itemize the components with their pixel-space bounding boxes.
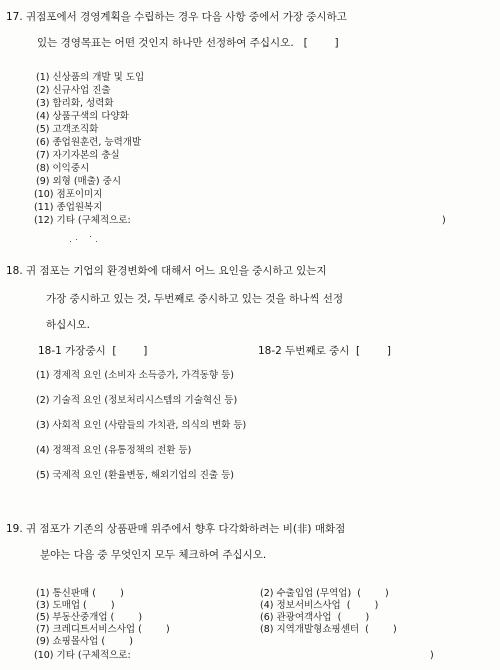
q19-title: 19. 귀 점포가 기존의 상품판매 위주에서 향후 다각화하려는 비(非) 매화점	[6, 523, 346, 535]
q19-option-8: (8) 지역개발형쇼핑센터 ( )	[260, 624, 397, 635]
q18-option-5: (5) 국제적 요인 (환율변동, 해외기업의 진출 등)	[36, 470, 235, 481]
q17-option-3: (3) 합리화, 성력화	[36, 98, 114, 109]
scan-speck	[96, 241, 97, 242]
q18-2-second-important: 18-2 두번째로 중시 [ ]	[258, 345, 391, 357]
q17-option-11: (11) 종업원복지	[34, 202, 103, 213]
q18-title: 18. 귀 점포는 기업의 환경변화에 대해서 어느 요인을 중시하고 있는지	[6, 265, 327, 277]
scan-speck	[70, 241, 71, 242]
q19-option-2: (2) 수출입업 (무역업) ( )	[260, 588, 389, 599]
q18-instruction-line2: 가장 중시하고 있는 것, 두번째로 중시하고 있는 것을 하나씩 선정	[46, 293, 344, 305]
q17-instruction: 있는 경영목표는 어떤 것인지 하나만 선정하여 주십시오. [ ]	[37, 37, 339, 49]
q17-option-2: (2) 신규사업 진출	[36, 85, 111, 96]
q18-1-most-important: 18-1 가장중시 [ ]	[38, 345, 148, 357]
q19-instruction: 분야는 다음 중 무엇인지 모두 체크하여 주십시오.	[40, 549, 267, 561]
q19-option-10: (10) 기타 (구체적으로:	[34, 650, 131, 661]
q19-option-9: (9) 쇼핑몰사업 ( )	[36, 636, 133, 647]
q17-option-7: (7) 자기자본의 충실	[36, 150, 120, 161]
q17-option-12-close: )	[442, 215, 446, 226]
q19-option-1: (1) 통신판매 ( )	[36, 588, 124, 599]
q17-title: 17. 귀점포에서 경영계획을 수립하는 경우 다음 사항 중에서 가장 중시하고	[6, 11, 347, 23]
scan-speck	[76, 239, 77, 240]
q17-option-12: (12) 기타 (구체적으로:	[34, 215, 131, 226]
q19-option-7: (7) 크레디트서비스사업 ( )	[36, 624, 170, 635]
q19-option-3: (3) 도매업 ( )	[36, 600, 115, 611]
q18-option-2: (2) 기술적 요인 (정보처리시스템의 기술혁신 등)	[36, 395, 238, 406]
q19-option-10-close: )	[430, 650, 434, 661]
q17-option-9: (9) 외형 (매출) 중시	[36, 176, 121, 187]
q19-option-6: (6) 관광여객사업 ( )	[260, 612, 370, 623]
scan-speck	[90, 236, 91, 237]
q17-option-10: (10) 점포이미지	[34, 189, 103, 200]
q19-option-5: (5) 부동산중개업 ( )	[36, 612, 143, 623]
q17-option-6: (6) 종업원훈련, 능력개발	[36, 137, 142, 148]
q18-instruction-line3: 하십시오.	[46, 319, 90, 331]
q18-option-3: (3) 사회적 요인 (사람들의 가치관, 의식의 변화 등)	[36, 420, 247, 431]
q18-option-4: (4) 정책적 요인 (유통정책의 전환 등)	[36, 445, 192, 456]
q18-option-1: (1) 경제적 요인 (소비자 소득증가, 가격동향 등)	[36, 370, 235, 381]
q17-option-5: (5) 고객조직화	[36, 124, 99, 135]
q17-option-4: (4) 상품구색의 다양화	[36, 111, 129, 122]
q17-option-1: (1) 신상품의 개발 및 도입	[36, 72, 145, 83]
q17-option-8: (8) 이익중시	[36, 163, 90, 174]
q19-option-4: (4) 정보서비스사업 ( )	[260, 600, 379, 611]
